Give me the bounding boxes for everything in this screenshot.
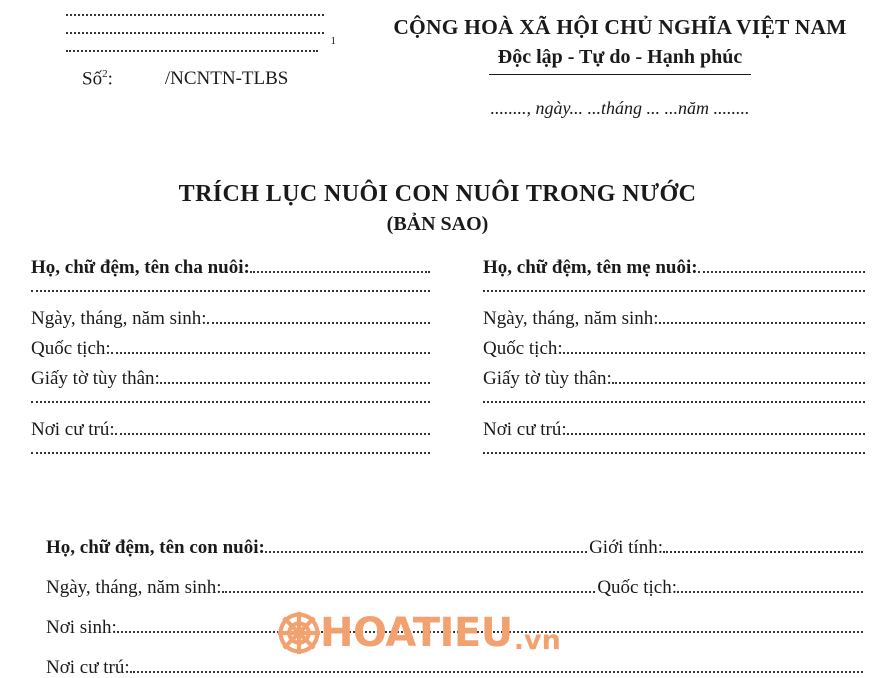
child-nationality-label: Quốc tịch: [597,577,677,598]
father-residence-field-continuation[interactable] [31,452,430,454]
footnote-marker-2: 2 [102,68,108,80]
mother-id-document-field[interactable] [612,382,865,384]
issuing-authority-block [66,14,336,90]
father-nationality-field[interactable] [111,352,430,354]
date-line: ........, ngày... ...tháng ... ...năm ........ [490,97,750,118]
page-title: TRÍCH LỤC NUÔI CON NUÔI TRONG NƯỚC [178,181,697,207]
spacer [483,277,865,290]
issuing-authority-line-1 [66,14,324,16]
child-residence-label: Nơi cư trú: [46,657,130,678]
spacer [483,292,865,309]
child-birthplace-field[interactable] [117,631,863,633]
national-motto: Độc lập - Tự do - Hạnh phúc [497,45,743,68]
adoptive-father-column [0,258,442,454]
father-nationality-label: Quốc tịch: [31,338,111,359]
child-residence-row [46,658,863,677]
adopted-child-section [0,538,875,677]
father-id-document-row [31,369,430,388]
child-name-label: Họ, chữ đệm, tên con nuôi: [46,537,265,558]
national-name: CỘNG HOÀ XÃ HỘI CHỦ NGHĨA VIỆT NAM [393,15,847,39]
mother-residence-label: Nơi cư trú: [483,419,567,440]
father-name-row [31,258,430,277]
child-name-field[interactable] [265,551,587,553]
spacer [483,439,865,452]
page-subtitle: (BẢN SAO) [386,212,489,235]
watermark-brand: HOATIEU [320,610,513,656]
issuing-authority-line-2 [66,32,324,34]
footnote-marker-1: 1 [330,35,336,47]
mother-dob-row [483,309,865,328]
father-residence-row [31,420,430,439]
mother-residence-field[interactable] [567,433,865,435]
spacer [483,403,865,420]
spacer [31,439,430,452]
document-header [0,0,875,150]
title-block [0,180,875,236]
mother-dob-field[interactable] [659,322,865,324]
document-number-value: /NCNTN-TLBS [164,68,289,90]
father-name-label: Họ, chữ đệm, tên cha nuôi: [31,257,250,278]
father-residence-field[interactable] [115,433,430,435]
spacer [31,292,430,309]
child-birthplace-row [46,618,863,637]
child-birthplace-label: Nơi sinh: [46,617,117,638]
father-id-document-label: Giấy tờ tùy thân: [31,368,160,389]
mother-residence-field-continuation[interactable] [483,452,865,454]
mother-nationality-field[interactable] [563,352,865,354]
spacer [31,277,430,290]
mother-id-document-row [483,369,865,388]
child-gender-field[interactable] [663,551,863,553]
father-nationality-row [31,339,430,358]
mother-nationality-label: Quốc tịch: [483,338,563,359]
mother-name-label: Họ, chữ đệm, tên mẹ nuôi: [483,257,698,278]
father-dob-field[interactable] [207,322,430,324]
father-residence-label: Nơi cư trú: [31,419,115,440]
father-id-document-field[interactable] [160,382,430,384]
child-gender-label: Giới tính: [589,537,663,558]
national-header-block [375,14,865,119]
child-name-row [46,538,863,557]
adoptive-parents-section [0,258,875,454]
child-nationality-field[interactable] [677,591,863,593]
mother-dob-label: Ngày, tháng, năm sinh: [483,308,659,329]
child-residence-field[interactable] [130,671,863,673]
document-number-label: Số$^2$: [82,68,113,90]
father-name-field[interactable] [250,271,430,273]
issuing-authority-line-3 [66,50,318,52]
child-dob-label: Ngày, tháng, năm sinh: [46,577,222,598]
father-dob-row [31,309,430,328]
father-dob-label: Ngày, tháng, năm sinh: [31,308,207,329]
document-number-row [66,68,328,90]
spacer [31,388,430,401]
watermark-tld: .vn [513,625,561,656]
spacer [46,597,863,618]
mother-name-row [483,258,865,277]
spacer [483,388,865,401]
motto-underline [489,74,751,75]
mother-id-document-label: Giấy tờ tùy thân: [483,368,612,389]
mother-nationality-row [483,339,865,358]
adoptive-mother-column [442,258,875,454]
spacer [31,403,430,420]
mother-name-field[interactable] [698,271,865,273]
spacer [46,557,863,578]
child-dob-field[interactable] [222,591,596,593]
mother-residence-row [483,420,865,439]
child-dob-row [46,578,863,597]
spacer [46,637,863,658]
